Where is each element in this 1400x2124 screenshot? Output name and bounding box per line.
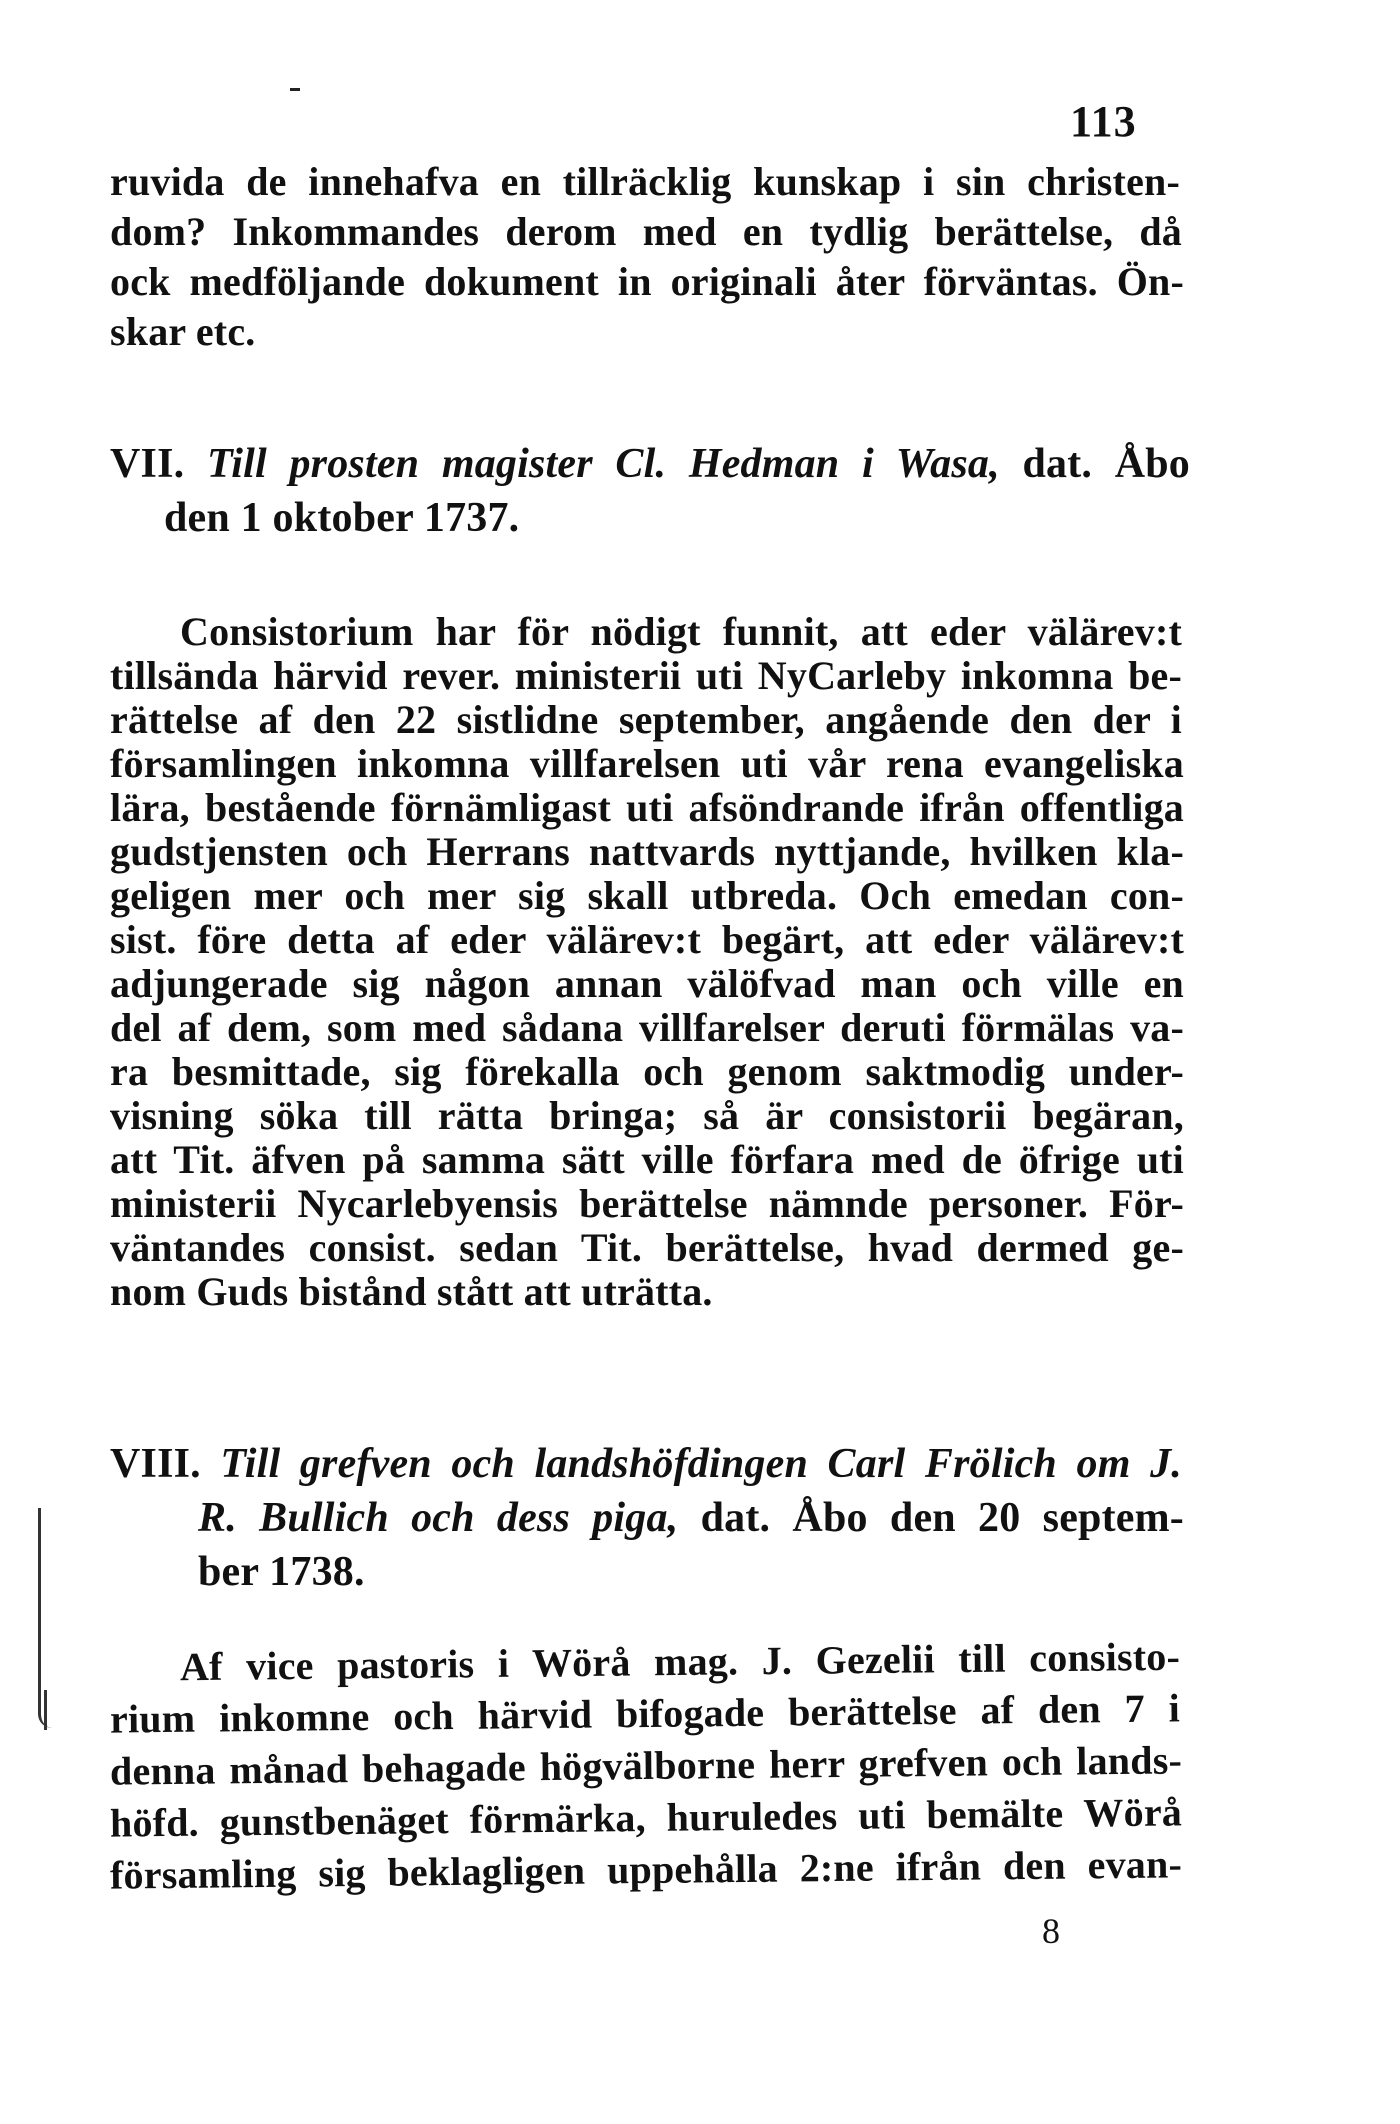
section-heading-vii [110, 440, 1190, 488]
text-line: ruvida de innehafva en tillräcklig kunskap i sin christen- [110, 159, 1180, 204]
section-title-date: dat. Åbo den 20 septem- [700, 1495, 1184, 1541]
text-line: höfd. gunstbenäget förmärka, huruledes uti bemälte Wörå [109, 1789, 1183, 1846]
text-line: nom Guds bistånd stått att uträtta. [110, 1269, 713, 1314]
text-line: tillsända härvid rever. ministerii uti NyCarleby inkomna be- [110, 653, 1182, 698]
text-line: Af vice pastoris i Wörå mag. J. Gezelii till consisto- [179, 1633, 1181, 1690]
text-line: denna månad behagade högvälborne herr grefven och lands- [109, 1737, 1183, 1794]
text-line: dom? Inkommandes derom med en tydlig berättelse, då [110, 209, 1182, 254]
signature-mark: 8 [1042, 1911, 1060, 1951]
margin-tick-mark [44, 1690, 47, 1730]
section-title-italic: Till grefven och landshöfdingen Carl Frölich om J. [220, 1441, 1183, 1487]
text-line: geligen mer och mer sig skall utbreda. Och emedan con- [110, 873, 1184, 918]
text-line: väntandes consist. sedan Tit. berättelse, hvad dermed ge- [110, 1225, 1184, 1270]
text-line: församling sig beklagligen uppehålla 2:ne ifrån den evan- [109, 1841, 1183, 1898]
section-number: VIII. [110, 1441, 201, 1487]
section-title-date: dat. Åbo [1022, 441, 1190, 487]
text-line: adjungerade sig någon annan välöfvad man och ville en [110, 961, 1184, 1006]
text-line: sist. före detta af eder välärev:t begärt, att eder välärev:t [110, 917, 1184, 962]
text-line: rättelse af den 22 sistlidne september, angående den der i [110, 697, 1182, 742]
section-heading-viii [110, 1440, 1182, 1488]
text-line: rium inkomne och härvid bifogade berättelse af den 7 i [109, 1685, 1181, 1742]
text-line: ock medföljande dokument in originali åter förväntas. Ön- [110, 259, 1184, 304]
section-title-italic: R. Bullich och dess piga, [198, 1495, 679, 1541]
printer-dash-mark [290, 88, 300, 91]
text-line: Consistorium har för nödigt funnit, att eder välärev:t [180, 609, 1182, 654]
text-line: skar etc. [110, 309, 256, 354]
section-number: VII. [110, 441, 185, 487]
section-heading-line: den 1 oktober 1737. [164, 495, 520, 541]
section-heading-line [198, 1494, 1184, 1542]
text-line: lära, bestående förnämligast uti afsöndrande ifrån offentliga [110, 785, 1184, 830]
text-line: gudstjensten och Herrans nattvards nyttjande, hvilken kla- [110, 829, 1184, 874]
text-line: församlingen inkomna villfarelsen uti vår rena evangeliska [110, 741, 1184, 786]
section-heading-line: ber 1738. [198, 1549, 365, 1595]
text-line: visning söka till rätta bringa; så är consistorii begäran, [110, 1093, 1184, 1138]
text-line: ministerii Nycarlebyensis berättelse nämnde personer. För- [110, 1181, 1184, 1226]
text-line: att Tit. äfven på samma sätt ville förfara med de öfrige uti [110, 1137, 1184, 1182]
section-title-italic: Till prosten magister Cl. Hedman i Wasa, [206, 441, 1000, 487]
text-line: ra besmittade, sig förekalla och genom saktmodig under- [110, 1049, 1184, 1094]
text-line: del af dem, som med sådana villfarelser deruti förmälas va- [110, 1005, 1184, 1050]
page-number: 113 [1070, 97, 1137, 146]
